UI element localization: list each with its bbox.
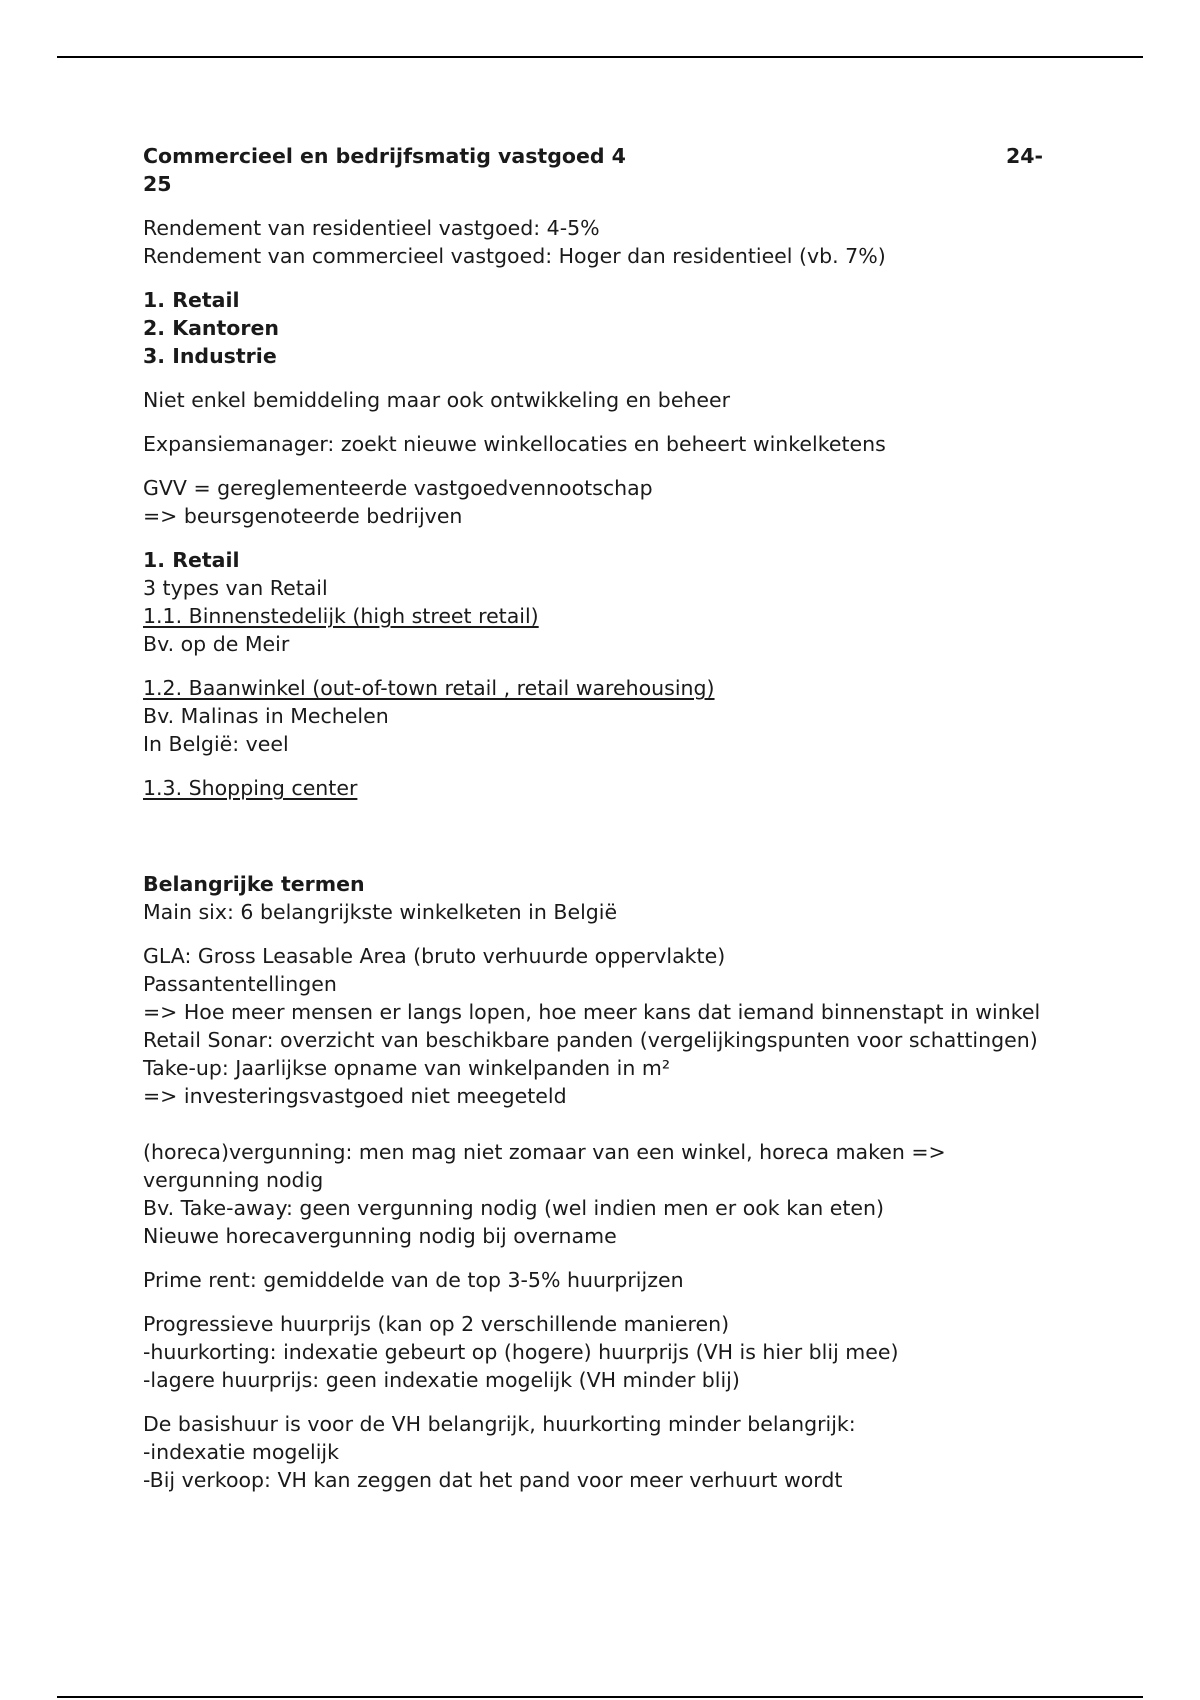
rendement-residentieel: Rendement van residentieel vastgoed: 4-5%	[143, 216, 600, 240]
rendement-block	[143, 214, 1043, 270]
sector-item: 2. Kantoren	[143, 316, 279, 340]
retail-type-2-heading: 1.2. Baanwinkel (out-of-town retail , retail warehousing)	[143, 676, 715, 700]
spacer	[143, 818, 1043, 870]
retail-section	[143, 546, 1043, 658]
retail-type-1-heading: 1.1. Binnenstedelijk (high street retail)	[143, 604, 539, 628]
termen-heading: Belangrijke termen	[143, 872, 365, 896]
retail-type-1-example: Bv. op de Meir	[143, 632, 290, 656]
main-six-text: Main six: 6 belangrijkste winkelketen in België	[143, 900, 618, 924]
gvv-block	[143, 474, 1043, 530]
retail-type-3-heading: 1.3. Shopping center	[143, 776, 358, 800]
huurkorting-text: -huurkorting: indexatie gebeurt op (hogere) huurprijs (VH is hier blij mee)	[143, 1340, 899, 1364]
top-rule	[57, 56, 1143, 58]
bottom-rule	[57, 1696, 1143, 1698]
progressieve-huurprijs-text: Progressieve huurprijs (kan op 2 verschillende manieren)	[143, 1312, 730, 1336]
document-title-row	[143, 142, 1043, 170]
passanten-note: => Hoe meer mensen er langs lopen, hoe meer kans dat iemand binnenstapt in winkel	[143, 1000, 1041, 1024]
basishuur-block	[143, 1410, 1043, 1494]
document-title: Commercieel en bedrijfsmatig vastgoed 4	[143, 144, 626, 168]
retail-type-3	[143, 774, 1043, 802]
progressieve-huurprijs-block	[143, 1310, 1043, 1394]
take-away-text: Bv. Take-away: geen vergunning nodig (wel indien men er ook kan eten)	[143, 1196, 885, 1220]
document-body	[143, 142, 1043, 1510]
termen-definitions	[143, 942, 1043, 1250]
gvv-definition: GVV = gereglementeerde vastgoedvennootschap	[143, 476, 653, 500]
verkoop-text: -Bij verkoop: VH kan zeggen dat het pand voor meer verhuurt wordt	[143, 1468, 843, 1492]
retail-type-2-note: In België: veel	[143, 732, 289, 756]
sector-item: 3. Industrie	[143, 344, 277, 368]
passanten-text: Passantentellingen	[143, 972, 337, 996]
take-up-text: Take-up: Jaarlijkse opname van winkelpanden in m²	[143, 1056, 671, 1080]
expansiemanager-text: Expansiemanager: zoekt nieuwe winkellocaties en beheert winkelketens	[143, 432, 886, 456]
prime-rent-text: Prime rent: gemiddelde van de top 3-5% huurprijzen	[143, 1268, 684, 1292]
horeca-text: (horeca)vergunning: men mag niet zomaar van een winkel, horeca maken => vergunning nodig	[143, 1140, 946, 1192]
retail-type-2-example: Bv. Malinas in Mechelen	[143, 704, 389, 728]
indexatie-text: -indexatie mogelijk	[143, 1440, 340, 1464]
gvv-note: => beursgenoteerde bedrijven	[143, 504, 463, 528]
basishuur-text: De basishuur is voor de VH belangrijk, huurkorting minder belangrijk:	[143, 1412, 856, 1436]
retail-heading: 1. Retail	[143, 548, 240, 572]
lagere-huurprijs-text: -lagere huurprijs: geen indexatie mogelijk (VH minder blij)	[143, 1368, 740, 1392]
overname-text: Nieuwe horecavergunning nodig bij overname	[143, 1224, 617, 1248]
year-start: 24-	[1005, 144, 1043, 168]
retail-intro: 3 types van Retail	[143, 576, 328, 600]
bemiddeling-text: Niet enkel bemiddeling maar ook ontwikkeling en beheer	[143, 388, 731, 412]
retail-sonar-text: Retail Sonar: overzicht van beschikbare panden (vergelijkingspunten voor schattingen)	[143, 1028, 1038, 1052]
retail-type-2	[143, 674, 1043, 758]
rendement-commercieel: Rendement van commercieel vastgoed: Hoger dan residentieel (vb. 7%)	[143, 244, 886, 268]
gla-text: GLA: Gross Leasable Area (bruto verhuurde oppervlakte)	[143, 944, 726, 968]
sector-list	[143, 286, 1043, 370]
take-up-note: => investeringsvastgoed niet meegeteld	[143, 1084, 567, 1108]
year-end: 25	[143, 172, 172, 196]
termen-section	[143, 870, 1043, 926]
sector-item: 1. Retail	[143, 288, 240, 312]
spacer	[143, 1110, 1043, 1138]
